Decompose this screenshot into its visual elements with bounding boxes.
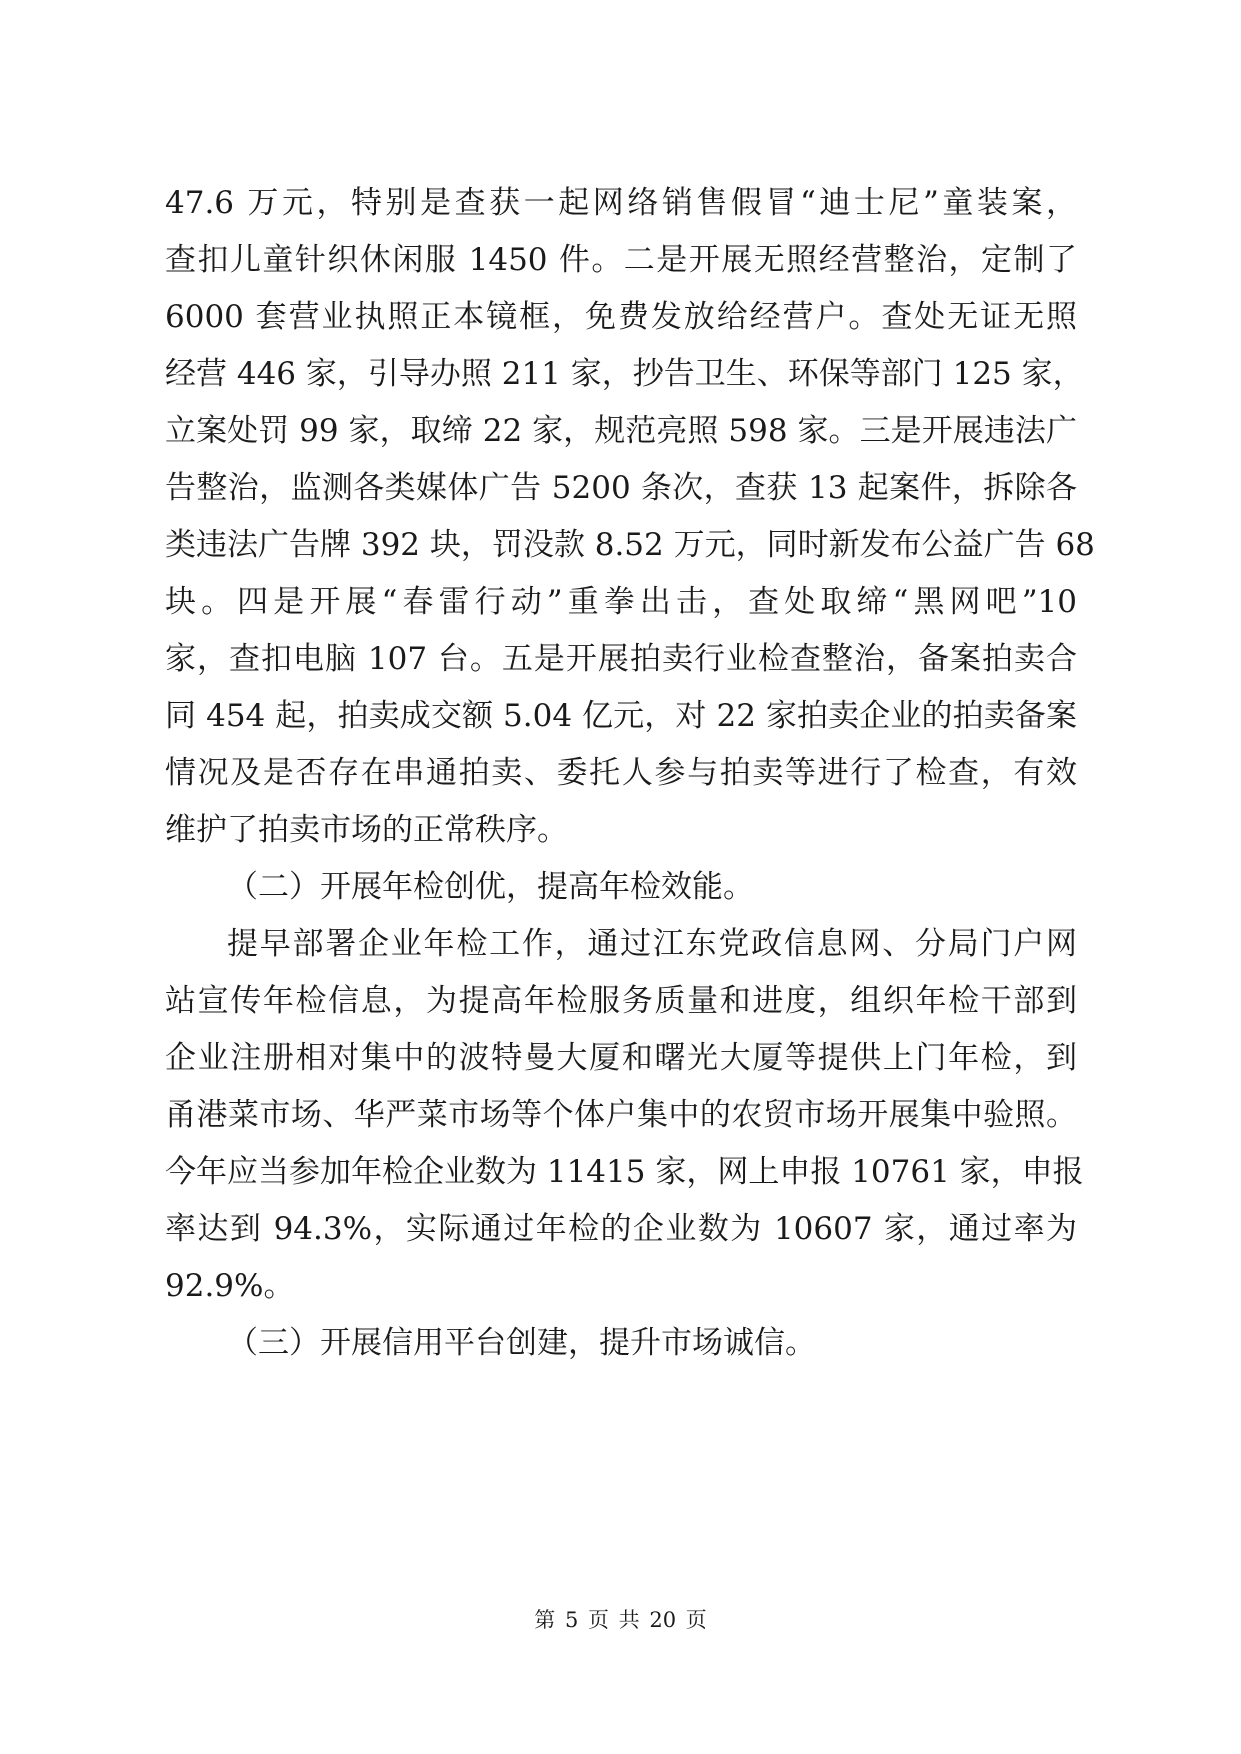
body-text-line: 块。四是开展“春雷行动”重拳出击，查处取缔“黑网吧”10 (165, 584, 1077, 620)
body-text-line: 6000 套营业执照正本镜框，免费发放给经营户。查处无证无照 (165, 299, 1077, 335)
body-text-line: 家，查扣电脑 107 台。五是开展拍卖行业检查整治，备案拍卖合 (165, 641, 1077, 677)
page-number-footer: 第 5 页 共 20 页 (534, 1608, 707, 1632)
body-text-line: 47.6 万元，特别是查获一起网络销售假冒“迪士尼”童装案， (165, 185, 1077, 221)
body-text-line: 类违法广告牌 392 块，罚没款 8.52 万元，同时新发布公益广告 68 (165, 527, 1095, 563)
body-text-line: 情况及是否存在串通拍卖、委托人参与拍卖等进行了检查，有效 (165, 755, 1077, 791)
body-text-line: 经营 446 家，引导办照 211 家，抄告卫生、环保等部门 125 家， (165, 356, 1084, 392)
section-heading: （三）开展信用平台创建，提升市场诚信。 (227, 1325, 816, 1361)
body-text-line: 企业注册相对集中的波特曼大厦和曙光大厦等提供上门年检，到 (165, 1040, 1077, 1076)
body-text-line: 立案处罚 99 家，取缔 22 家，规范亮照 598 家。三是开展违法广 (165, 413, 1077, 449)
section-heading: （二）开展年检创优，提高年检效能。 (227, 869, 754, 905)
body-text-line: 92.9%。 (165, 1268, 295, 1304)
body-text-line: 站宣传年检信息，为提高年检服务质量和进度，组织年检干部到 (165, 983, 1077, 1019)
body-text-line: 率达到 94.3%，实际通过年检的企业数为 10607 家，通过率为 (165, 1211, 1077, 1247)
body-text-line: 提早部署企业年检工作，通过江东党政信息网、分局门户网 (227, 926, 1077, 962)
body-text-line: 告整治，监测各类媒体广告 5200 条次，查获 13 起案件，拆除各 (165, 470, 1077, 506)
body-text-line: 今年应当参加年检企业数为 11415 家，网上申报 10761 家，申报 (165, 1154, 1084, 1190)
body-text-line: 维护了拍卖市场的正常秩序。 (165, 812, 568, 848)
body-text-line: 同 454 起，拍卖成交额 5.04 亿元，对 22 家拍卖企业的拍卖备案 (165, 698, 1077, 734)
body-text-line: 查扣儿童针织休闲服 1450 件。二是开展无照经营整治，定制了 (165, 242, 1077, 278)
body-text-line: 甬港菜市场、华严菜市场等个体户集中的农贸市场开展集中验照。 (165, 1097, 1077, 1133)
